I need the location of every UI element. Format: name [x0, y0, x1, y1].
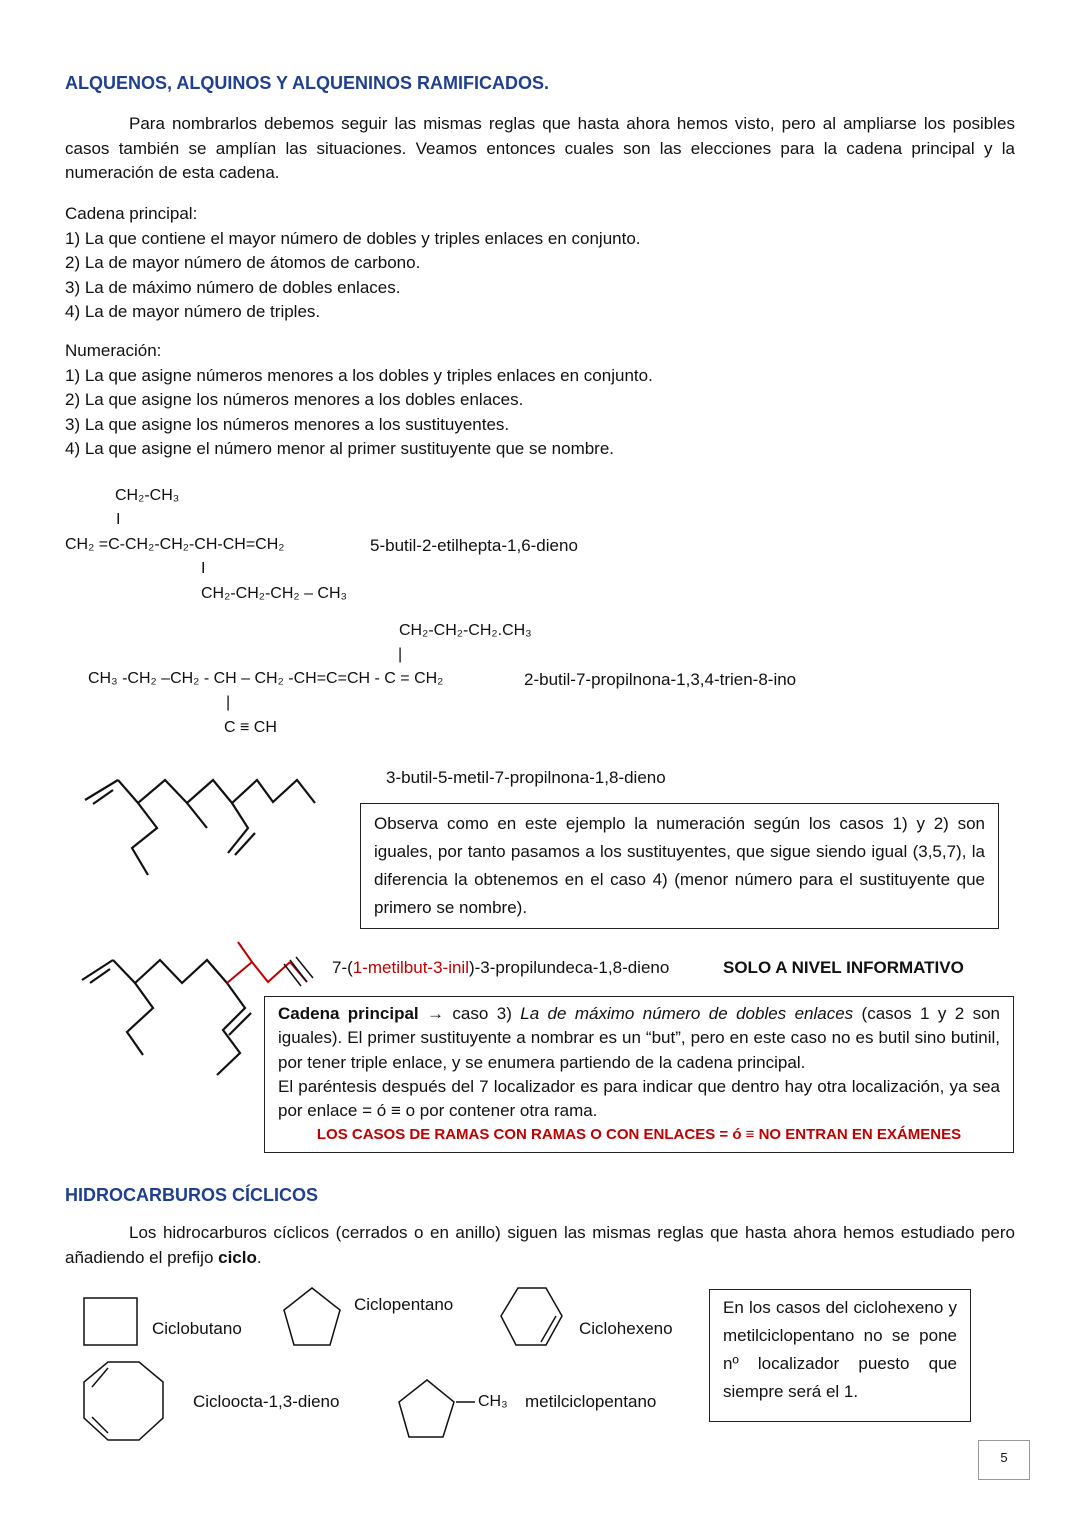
triple-bond: [284, 957, 313, 986]
ciclobutano-ring: [84, 1298, 137, 1345]
compound-name: 3-butil-5-metil-7-propilnona-1,8-dieno: [386, 768, 666, 787]
intro-text: Los hidrocarburos cíclicos (cerrados o en anillo) siguen las mismas reglas que hasta ahora hemos estudiado pero añadiendo el prefijo: [65, 1223, 1015, 1267]
formula-bond: |: [398, 646, 403, 663]
name-branch-red: 1-metilbut-3-inil: [352, 958, 469, 977]
list-item: 3) La que asigne los números menores a los sustituyentes.: [65, 414, 510, 434]
warning-text: LOS CASOS DE RAMAS CON RAMAS O CON ENLACES = ó ≡ NO ENTRAN EN EXÁMENES: [316, 1126, 962, 1144]
formula-branch-bottom: C ≡ CH: [224, 719, 277, 736]
ring-label-ciclopentano: Ciclopentano: [354, 1295, 454, 1314]
intro-text: .: [256, 1247, 262, 1267]
informative-tag: SOLO A NIVEL INFORMATIVO: [723, 958, 964, 977]
ciclohexeno-ring: [501, 1288, 562, 1345]
formula-branch-top: CH₂-CH₂-CH₂.CH₃: [399, 622, 532, 639]
note-text: En los casos del ciclohexeno y metilciclopentano no se pone nº localizador puesto que siempre será el 1.: [723, 1298, 957, 1401]
name-part: )-3-propilundeca-1,8-dieno: [468, 958, 670, 977]
list-item: 1) La que contiene el mayor número de dobles y triples enlaces en conjunto.: [65, 228, 641, 248]
compound-name: 5-butil-2-etilhepta-1,6-dieno: [370, 536, 578, 555]
formula-bond: I: [201, 560, 206, 577]
ciclopentano-ring: [284, 1288, 340, 1345]
list-item: 3) La de máximo número de dobles enlaces.: [65, 277, 401, 297]
list-item: 4) La de mayor número de triples.: [65, 302, 321, 321]
note-italic: La de máximo número de dobles enlaces: [520, 1004, 854, 1023]
formula-branch-bottom: CH₂-CH₂-CH₂ – CH₃: [201, 585, 348, 602]
ring-shapes: [84, 1288, 562, 1440]
page-number: 5: [978, 1440, 1030, 1480]
note-text: Observa como en este ejemplo la numeración según los casos 1) y 2) son iguales, por tanto pasamos a los sustituyentes, que sigue siendo igual (3,5,7), la diferencia la obtenemos en el caso 4) (menor número para el sustituyente que primero se nombre).: [374, 814, 985, 917]
section-heading-ciclicos: HIDROCARBUROS CÍCLICOS: [65, 1185, 319, 1205]
name-part: 7-(: [332, 958, 353, 977]
ring-label-ciclohexeno: Ciclohexeno: [579, 1319, 673, 1338]
formula-branch-top: CH₂-CH₃: [115, 487, 180, 504]
section-heading-alquenos: ALQUENOS, ALQUINOS Y ALQUENINOS RAMIFICADOS.: [65, 73, 550, 93]
ring-label-cicloocta: Cicloocta-1,3-dieno: [193, 1392, 340, 1411]
ring-label-ciclobutano: Ciclobutano: [152, 1319, 242, 1338]
note-text: El paréntesis después del 7 localizador es para indicar que dentro hay otra localización, ya sea por enlace = ó ≡ o por contener otra rama.: [278, 1076, 1000, 1121]
note-arrow: → caso 3): [418, 1004, 521, 1023]
metilciclopentano-ring: [399, 1380, 454, 1437]
list-title: Numeración:: [65, 341, 162, 360]
formula-main-chain: CH₃ -CH₂ –CH₂ - CH – CH₂ -CH=C=CH - C = CH₂: [88, 670, 444, 687]
skeletal-structure-3-butil-5-metil-7-propilnona: [85, 780, 315, 875]
note-text: (casos 1 y 2 son iguales). El primer sustituyente a nombrar es un “but”, pero en este caso no es butil sino butinil, por tener triple enlace, y se enumera partiendo de la cadena principal.: [278, 1004, 1001, 1072]
intro-text: Para nombrarlos debemos seguir las mismas reglas que hasta ahora hemos visto, pero al ampliarse los posibles casos también se amplían las situaciones. Veamos entonces cuales son las elecciones para la cadena principal y la numeración de esta cadena.: [65, 114, 1015, 182]
list-item: 4) La que asigne el número menor al primer sustituyente que se nombre.: [65, 439, 615, 458]
compound-name: 2-butil-7-propilnona-1,3,4-trien-8-ino: [524, 670, 797, 689]
note-bold: Cadena principal: [278, 1004, 419, 1023]
formula-bond: |: [226, 694, 231, 711]
ring-double-bond: [541, 1316, 556, 1342]
list-item: 2) La que asigne los números menores a los dobles enlaces.: [65, 390, 524, 409]
ring-label-metilciclopentano: metilciclopentano: [525, 1392, 657, 1411]
ring-double-bond: [92, 1417, 108, 1433]
formula-bond: I: [116, 511, 121, 528]
ring-double-bond: [92, 1368, 108, 1387]
cicloocta-ring: [84, 1362, 163, 1440]
methyl-group-label: CH₃: [478, 1393, 508, 1410]
formula-main-chain: CH₂ =C-CH₂-CH₂-CH-CH=CH₂: [65, 536, 285, 553]
list-item: 1) La que asigne números menores a los dobles y triples enlaces en conjunto.: [65, 365, 653, 385]
red-branch-metilbutinil: [227, 942, 307, 983]
skeletal-structure-propilundeca-dieno: [82, 960, 251, 1075]
list-item: 2) La de mayor número de átomos de carbono.: [65, 253, 421, 272]
list-title: Cadena principal:: [65, 204, 198, 223]
intro-bold: ciclo: [218, 1247, 257, 1267]
